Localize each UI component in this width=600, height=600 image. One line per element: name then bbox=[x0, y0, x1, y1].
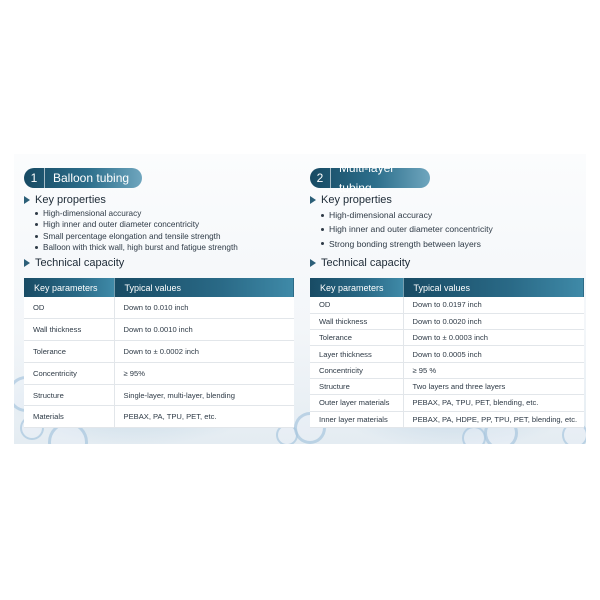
table-row bbox=[24, 362, 294, 384]
parameter-cell: Materials bbox=[24, 406, 114, 428]
parameter-cell: Tolerance bbox=[24, 341, 114, 363]
technical-capacity-heading bbox=[310, 257, 410, 269]
value-cell: Down to ± 0.0002 inch bbox=[114, 341, 294, 363]
column-header: Key parameters bbox=[24, 278, 114, 297]
table-row bbox=[310, 346, 584, 362]
table-row bbox=[24, 341, 294, 363]
value-cell: Single-layer, multi-layer, blending bbox=[114, 384, 294, 406]
content-banner bbox=[14, 154, 586, 444]
parameter-cell: OD bbox=[310, 297, 403, 313]
parameter-cell: Outer layer materials bbox=[310, 395, 403, 411]
parameter-cell: Tolerance bbox=[310, 330, 403, 346]
section-number: 1 bbox=[24, 168, 45, 188]
list-item: High-dimensional accuracy bbox=[320, 208, 493, 222]
technical-capacity-label: Technical capacity bbox=[321, 257, 411, 269]
parameter-cell: OD bbox=[24, 297, 114, 319]
section-title bbox=[24, 168, 142, 188]
technical-capacity-heading bbox=[24, 257, 124, 269]
key-properties-label: Key properties bbox=[321, 194, 392, 206]
value-cell: Down to 0.0010 inch bbox=[114, 319, 294, 341]
value-cell: ≥ 95% bbox=[114, 362, 294, 384]
value-cell: Down to ± 0.0003 inch bbox=[403, 330, 584, 346]
parameter-cell: Structure bbox=[310, 378, 403, 394]
section-number: 2 bbox=[310, 168, 331, 188]
parameter-cell: Concentricity bbox=[24, 362, 114, 384]
column-header: Key parameters bbox=[310, 278, 403, 297]
parameter-cell: Structure bbox=[24, 384, 114, 406]
value-cell: ≥ 95 % bbox=[403, 362, 584, 378]
key-properties-label: Key properties bbox=[35, 194, 106, 206]
table-row bbox=[310, 411, 584, 427]
table-row bbox=[310, 313, 584, 329]
parameter-cell: Wall thickness bbox=[24, 319, 114, 341]
value-cell: Two layers and three layers bbox=[403, 378, 584, 394]
parameter-cell: Inner layer materials bbox=[310, 411, 403, 427]
table-header-row bbox=[310, 278, 584, 297]
table-row bbox=[24, 406, 294, 428]
triangle-bullet-icon bbox=[310, 196, 316, 204]
value-cell: PEBAX, PA, TPU, PET, blending, etc. bbox=[403, 395, 584, 411]
column-header: Typical values bbox=[403, 278, 584, 297]
table-row bbox=[310, 362, 584, 378]
column-header: Typical values bbox=[114, 278, 294, 297]
list-item: Balloon with thick wall, high burst and fatigue strength bbox=[34, 242, 238, 253]
list-item: Strong bonding strength between layers bbox=[320, 237, 493, 251]
table-row bbox=[24, 384, 294, 406]
triangle-bullet-icon bbox=[24, 259, 30, 267]
table-row bbox=[310, 297, 584, 313]
tube-decoration bbox=[462, 426, 486, 444]
technical-capacity-label: Technical capacity bbox=[35, 257, 125, 269]
parameter-cell: Layer thickness bbox=[310, 346, 403, 362]
table-row bbox=[24, 319, 294, 341]
triangle-bullet-icon bbox=[310, 259, 316, 267]
multi-layer-spec-table bbox=[310, 278, 584, 428]
parameter-cell: Concentricity bbox=[310, 362, 403, 378]
section-title bbox=[310, 161, 430, 195]
value-cell: PEBAX, PA, HDPE, PP, TPU, PET, blending, etc. bbox=[403, 411, 584, 427]
value-cell: Down to 0.0020 inch bbox=[403, 313, 584, 329]
value-cell: Down to 0.0197 inch bbox=[403, 297, 584, 313]
table-row bbox=[24, 297, 294, 319]
section-title-text: Balloon tubing bbox=[53, 171, 130, 185]
key-properties-heading bbox=[24, 194, 106, 206]
value-cell: Down to 0.0005 inch bbox=[403, 346, 584, 362]
triangle-bullet-icon bbox=[24, 196, 30, 204]
list-item: High-dimensional accuracy bbox=[34, 208, 238, 219]
balloon-spec-table bbox=[24, 278, 294, 428]
table-row bbox=[310, 330, 584, 346]
value-cell: Down to 0.010 inch bbox=[114, 297, 294, 319]
list-item: High inner and outer diameter concentricity bbox=[320, 222, 493, 236]
section-title-text: Multi-layer tubing bbox=[338, 161, 395, 195]
key-properties-list bbox=[34, 208, 238, 253]
table-row bbox=[310, 395, 584, 411]
table-header-row bbox=[24, 278, 294, 297]
key-properties-list bbox=[320, 208, 493, 251]
parameter-cell: Wall thickness bbox=[310, 313, 403, 329]
list-item: Small percentage elongation and tensile strength bbox=[34, 231, 238, 242]
table-row bbox=[310, 378, 584, 394]
value-cell: PEBAX, PA, TPU, PET, etc. bbox=[114, 406, 294, 428]
key-properties-heading bbox=[310, 194, 392, 206]
list-item: High inner and outer diameter concentricity bbox=[34, 219, 238, 230]
